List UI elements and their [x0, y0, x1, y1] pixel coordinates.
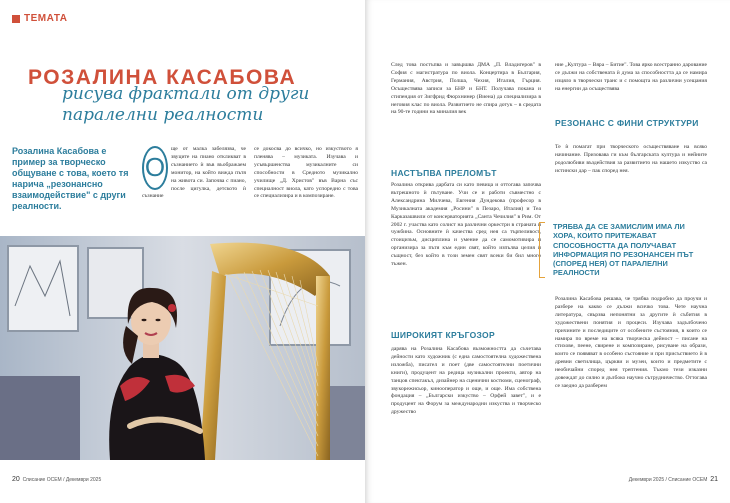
page-number-left: 20	[12, 476, 20, 483]
subheading-turning-point: НАСТЪПВА ПРЕЛОМЪТ	[391, 168, 497, 178]
body-column-3b	[391, 182, 541, 269]
lead-paragraph: Розалина Касабова е пример за творческо общуване с това, което тя нарича „резонансно взаимодействие" с други реалности.	[12, 146, 129, 211]
section-tag-label: ТЕМАТА	[24, 13, 68, 24]
body-text: се докосва до всичко, но изкуството я пленява – музиката. Изучава и усъвършенства музикалните си способности в Средното музикално училище „Д. Христов" във Варна със специалност виола, като успоредно с това се специализира и в композиране.	[254, 146, 358, 200]
body-text: дарява на Розалина Касабова възможността да съчетава дейности като художник (с една самостоятелна художествена изложба), писател и поет (две самостоятелни поетични книги), продуцент на редица музикални проекти, автор на танцов спектакъл, дизайнер на сценични костюми, сценограф, звукорежисьор, кинооператор и още, и още. Има собствена фондация – „Български изкуство – Орфей завет", и е продуцент на Форум за международни изкуства и творческо дружество	[391, 346, 541, 416]
footer-left-text: Списание ОСЕМ / Декември 2025	[22, 477, 102, 483]
pull-quote-text: ТРЯБВА ДА СЕ ЗАМИСЛИМ ИМА ЛИ ХОРА, КОИТО ПРИТЕЖАВАТ СПОСОБНОСТТА ДА ПОЛУЧАВАТ ИНФОРМАЦИЯ ПО РЕЗОНАНСЕН ПЪТ (СПОРЕД НЕЯ) ОТ ПАРАЛЕЛНИ РЕАЛНОСТИ	[553, 222, 694, 278]
section-tag-marker	[12, 15, 20, 23]
body-column-4b	[555, 144, 707, 176]
body-column-1	[142, 146, 246, 201]
body-column-4c	[555, 296, 707, 391]
body-text: Розалина Касабова решава, че трябва подробно да проучи и разбере на какво се дължи всичко това. Чете научна литература, свързва непонятни за другите ѝ събития в художествени понятия и процеси. Изучава задълбочено причините и последиците от особените състояния, в които се намира по време на всяка творческа дейност – писане на стихове, пеене, свирене и композиране, рисуване на образи, които се появяват в особено състояние и при присъствието ѝ в древни светилища, църкви и музеи, които и предметите с необичайни според нея трептения. Тъкмо тези изказни довеждат до силно и дълбоко научно сътрудничество. Оттогава се заедно да разберем	[555, 296, 707, 389]
body-column-4	[555, 62, 707, 94]
article-subtitle: рисува фрактали от други паралелни реалности	[62, 84, 310, 125]
subheading-horizon: ШИРОКИЯТ КРЪГОЗОР	[391, 330, 495, 340]
page-number-right: 21	[710, 476, 718, 483]
pull-quote-bracket	[539, 222, 545, 278]
body-column-3	[391, 62, 541, 117]
dropcap: О	[142, 146, 168, 190]
body-text: Розалина открива дарбата си като певица и оттогава започва вътрешното ѝ пътуване. Учи се и работи съвместно с Александрина Милчева, Евгения Дундекова (професор в Музикалната академия „Росини" в Пезаро, Италия) и Теа Карказашвили от консерваторията „Санта Чечилия" в Рим. От 2002 г. участва като солист на различни оркестри в страната и чужбина. Основните ѝ качества сред нея са търпеливост, стоицизъм, дисциплина и умение да се самомотивира и организира за пътя към един свят, който изпълва целия ѝ същност, без който в този земен свят всеки би бил много тъжен.	[391, 182, 541, 268]
body-text: ние „Култура – Вяра – Битие". Това ярко всестранно дарование се дължи на собствената ѝ дума за способността да се намира изцяло в творчески транс и с помощта на различни усещания на енергии да осъществява	[555, 62, 707, 92]
body-text: ще от малка забелязва, че звуците на пиано откликват в съзнанието ѝ във въображаем монитор, на който вижда пътя на живота си. Започва с пиано, после цигулка, детското ѝ съзнание	[142, 146, 246, 200]
right-footer	[629, 476, 718, 483]
subheading-resonance: РЕЗОНАНС С ФИНИ СТРУКТУРИ	[555, 118, 699, 128]
section-tag	[12, 13, 68, 24]
pull-quote	[539, 222, 709, 278]
left-footer	[12, 476, 101, 483]
harpist-illustration	[0, 236, 365, 460]
article-title: РОЗАЛИНА КАСАБОВА	[28, 66, 297, 89]
body-column-2	[254, 146, 358, 201]
harpist-photo	[0, 236, 365, 460]
right-page	[365, 0, 730, 503]
body-column-3c	[391, 346, 541, 417]
footer-right-text: Декември 2025 / Списание ОСЕМ	[628, 477, 708, 483]
body-text: Те ѝ помагат при творческото осъществяване на всяко начинание. Призовава ги към българската култура и нейните родолюбиви въздействия за развитието на нашето изкуство са истински дар – пак според нея.	[555, 144, 707, 174]
body-text: След това постъпва и завършва ДМА „П. Владигеров" в София с магистратура по виола. Концертира в България, Германия, Австрия, Полша, Чехия, Италия, Гърция. Осъществява записи за БНР и БНТ. Получава покана и стипендия от Зигфрид Фюрхнинер (Виена) да специализира в неговия клас по виола. Развитието не спира дотук – в средата на 90-те години на миналия век	[391, 62, 541, 116]
